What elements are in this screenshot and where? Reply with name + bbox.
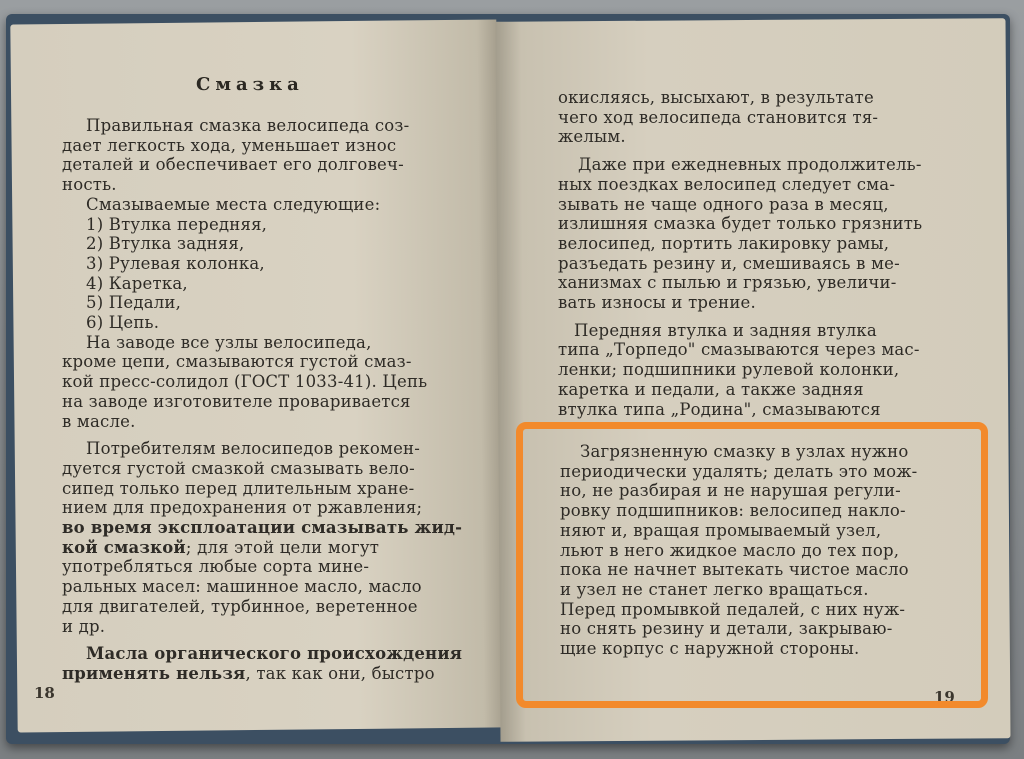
text-line: для двигателей, турбинное, веретенное: [62, 596, 418, 616]
page-number-right: 19: [934, 688, 955, 706]
list-item: 4) Каретка,: [86, 273, 188, 293]
list-item: 3) Рулевая колонка,: [86, 253, 265, 273]
text-line: кой пресс-солидол (ГОСТ 1033-41). Цепь: [62, 372, 428, 392]
text-line: чего ход велосипеда становится тя-: [558, 107, 879, 127]
text-line: на заводе изготовителе проваривается: [62, 391, 411, 411]
text-line: каретка и педали, а также задняя: [558, 379, 864, 399]
text-line: в масле.: [62, 411, 136, 431]
page-number-left: 18: [34, 684, 55, 702]
text-line: дуется густой смазкой смазывать вело-: [62, 458, 415, 478]
text-line: Правильная смазка велосипеда соз-: [86, 116, 410, 135]
text-line: льют в него жидкое масло до тех пор,: [560, 540, 900, 560]
list-item: 5) Педали,: [86, 293, 182, 313]
text-line: ность.: [62, 175, 117, 195]
text-line: окисляясь, высыхают, в результате: [558, 88, 874, 107]
text-line: периодически удалять; делать это мож-: [560, 461, 918, 481]
text-line: вать износы и трение.: [558, 293, 756, 313]
text-line: разъедать резину и, смешиваясь в ме-: [558, 253, 900, 273]
text-line: ленки; подшипники рулевой колонки,: [558, 360, 900, 380]
text-line: нием для предохранения от ржавления;: [62, 498, 423, 518]
left-page-text: [62, 116, 463, 684]
text-line: кроме цепи, смазываются густой смаз-: [62, 352, 412, 372]
section-heading: Смазка: [196, 74, 304, 95]
bold-phrase: применять нельзя: [62, 663, 246, 683]
text-line: зывать не чаще одного раза в месяц,: [558, 194, 889, 214]
text-line: ханизмах с пылью и грязью, увеличи-: [558, 273, 897, 293]
text-line: На заводе все узлы велосипеда,: [86, 332, 372, 352]
text-fragment: ; для этой цели могут: [185, 537, 380, 557]
text-line: но снять резину и детали, закрываю-: [560, 619, 893, 639]
text-line-mixed: [62, 538, 442, 558]
text-line: и др.: [62, 616, 106, 636]
text-line: сипед только перед длительным хране-: [62, 478, 415, 498]
text-line: Даже при ежедневных продолжитель-: [578, 155, 922, 175]
text-line-bold: во время эксплоатации смазывать жид-: [62, 518, 463, 538]
highlight-box: [516, 422, 988, 708]
text-line: пока не начнет вытекать чистое масло: [560, 560, 909, 580]
text-line: употребляться любые сорта мине-: [62, 557, 370, 577]
list-item: 1) Втулка передняя,: [86, 214, 268, 234]
text-line: щие корпус с наружной стороны.: [560, 639, 860, 659]
text-line: ровку подшипников: велосипед накло-: [560, 501, 906, 521]
text-line: няют и, вращая промываемый узел,: [560, 520, 882, 540]
text-line: излишняя смазка будет только грязнить: [558, 214, 923, 234]
text-line: Перед промывкой педалей, с них нуж-: [560, 599, 906, 619]
text-line: велосипед, портить лакировку рамы,: [558, 233, 890, 253]
text-line: дает легкость хода, уменьшает износ: [62, 135, 397, 155]
text-fragment: , так как они, быстро: [245, 663, 435, 683]
text-line: ральных масел: машинное масло, масло: [62, 577, 422, 597]
text-line: желым.: [558, 127, 626, 147]
text-line: но, не разбирая и не нарушая регули-: [560, 481, 901, 501]
text-line-mixed: [62, 664, 442, 684]
list-item: 6) Цепь.: [86, 313, 160, 333]
text-line: Передняя втулка и задняя втулка: [574, 320, 877, 340]
text-line: Смазываемые места следующие:: [86, 194, 381, 214]
text-line: втулка типа „Родина", смазываются: [558, 399, 881, 419]
text-line: ных поездках велосипед следует сма-: [558, 174, 896, 194]
text-line: деталей и обеспечивает его долговеч-: [62, 155, 404, 175]
list-item: 2) Втулка задняя,: [86, 234, 245, 254]
text-line-bold: Масла органического происхождения: [86, 644, 463, 664]
text-line: Загрязненную смазку в узлах нужно: [580, 442, 909, 461]
right-page-text: [558, 88, 954, 419]
text-line: Потребителям велосипедов рекомен-: [86, 439, 421, 459]
text-line: и узел не станет легко вращаться.: [560, 579, 869, 599]
bold-phrase: кой смазкой: [62, 537, 186, 557]
text-line: типа „Торпедо" смазываются через мас-: [558, 340, 920, 360]
